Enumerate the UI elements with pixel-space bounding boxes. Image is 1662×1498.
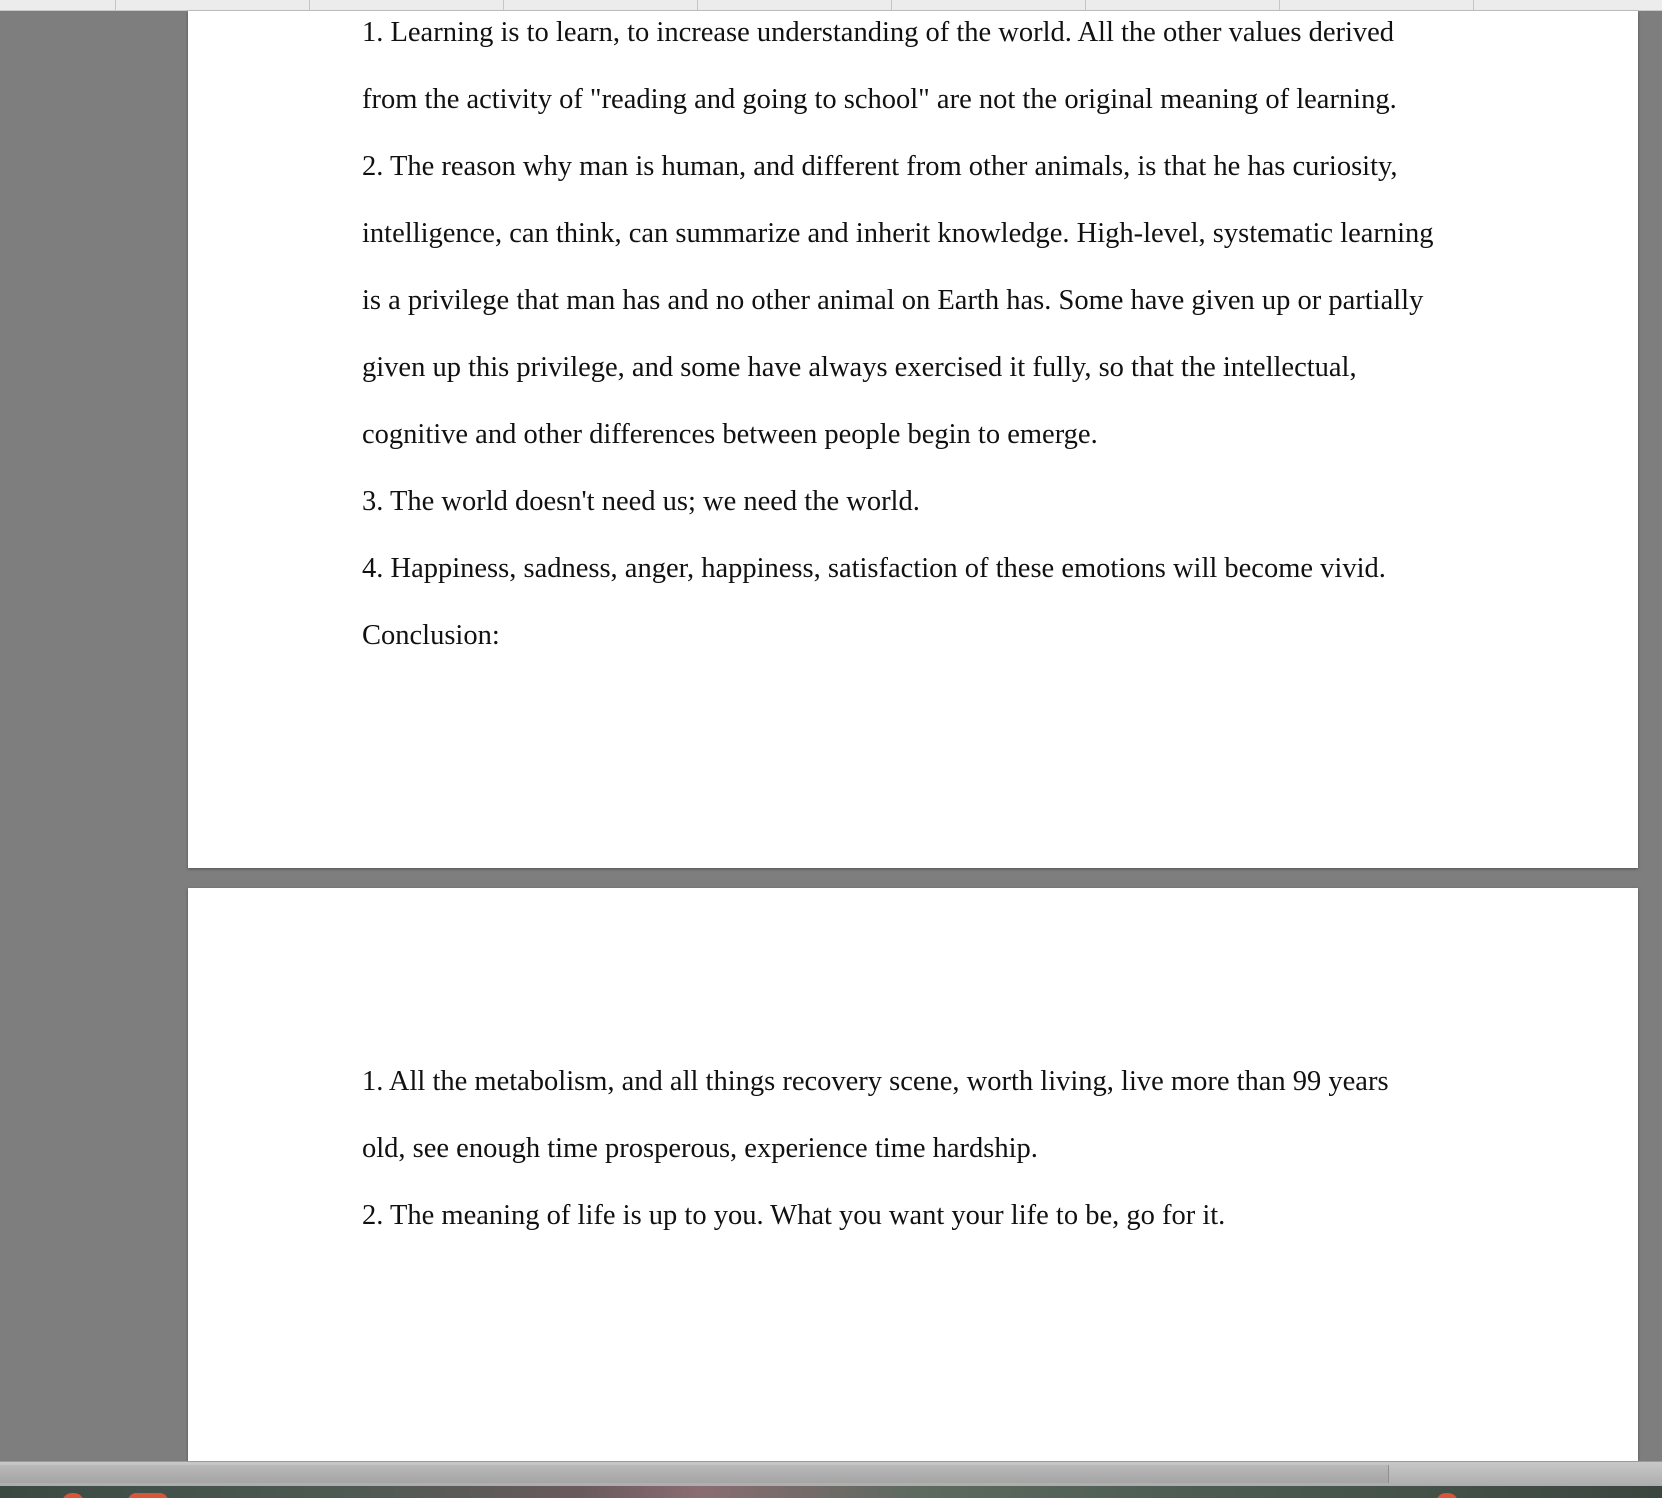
paragraph-line[interactable]: old, see enough time prosperous, experience time hardship. <box>362 1133 1038 1164</box>
paragraph-line[interactable]: 2. The meaning of life is up to you. What you want your life to be, go for it. <box>362 1200 1226 1231</box>
dock-app-icon[interactable] <box>1436 1493 1458 1498</box>
paragraph-line[interactable]: 3. The world doesn't need us; we need the world. <box>362 486 920 517</box>
document-page-2[interactable] <box>188 888 1638 1461</box>
conclusion-heading[interactable]: Conclusion: <box>362 620 500 651</box>
paragraph-line[interactable]: cognitive and other differences between people begin to emerge. <box>362 419 1098 450</box>
paragraph-line[interactable]: 1. Learning is to learn, to increase understanding of the world. All the other values derived <box>362 17 1395 48</box>
scrollbar-thumb[interactable] <box>0 1465 1389 1483</box>
dock-app-icon[interactable] <box>128 1493 168 1498</box>
paragraph-line[interactable]: 2. The reason why man is human, and different from other animals, is that he has curiosity, <box>362 151 1398 182</box>
paragraph-line[interactable]: is a privilege that man has and no other animal on Earth has. Some have given up or partially <box>362 285 1424 316</box>
dock-bar <box>0 1486 1662 1498</box>
horizontal-scrollbar[interactable] <box>0 1461 1662 1486</box>
ruler-mark <box>115 0 116 10</box>
ruler-mark <box>309 0 310 10</box>
paragraph-line[interactable]: given up this privilege, and some have always exercised it fully, so that the intellectual, <box>362 352 1357 383</box>
paragraph-line[interactable]: 4. Happiness, sadness, anger, happiness, satisfaction of these emotions will become vivid. <box>362 553 1386 584</box>
document-page-1[interactable] <box>188 11 1638 868</box>
paragraph-line[interactable]: from the activity of "reading and going to school" are not the original meaning of learning. <box>362 84 1397 115</box>
paragraph-line[interactable]: intelligence, can think, can summarize and inherit knowledge. High-level, systematic learning <box>362 218 1434 249</box>
ruler-mark <box>1473 0 1474 10</box>
paragraph-line[interactable]: 1. All the metabolism, and all things recovery scene, worth living, live more than 99 years <box>362 1066 1389 1097</box>
dock-app-icon[interactable] <box>62 1493 84 1498</box>
